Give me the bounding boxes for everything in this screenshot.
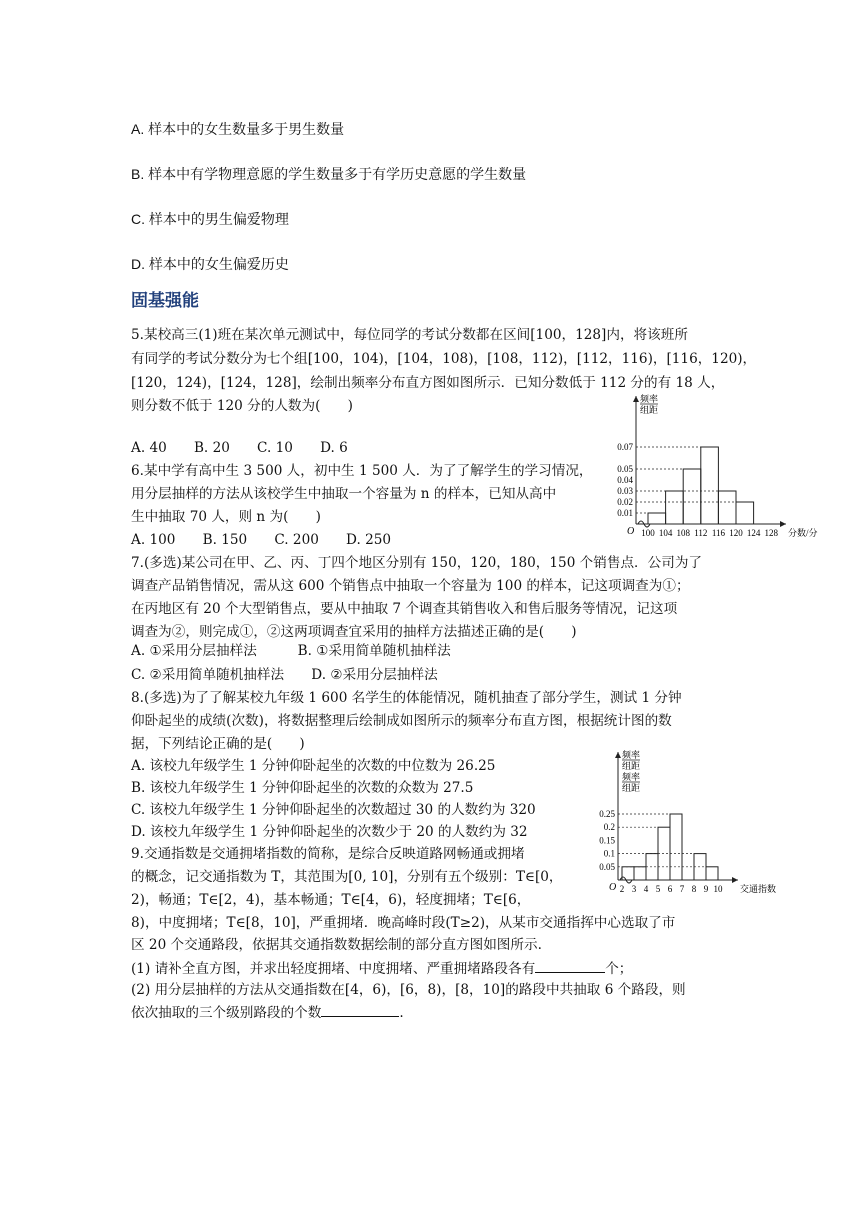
x-tick-label: 7	[679, 884, 685, 894]
x-tick-label: 6	[667, 884, 673, 894]
x-tick-label: 104	[658, 528, 673, 538]
y-tick-label: 0.15	[599, 835, 615, 846]
histogram-bar	[634, 867, 646, 880]
q8-line: 8.(多选)为了了解某校九年级 1 600 名学生的体能情况，随机抽查了部分学生，测试 1 分钟	[131, 690, 682, 706]
histogram-bar	[701, 447, 719, 524]
q6-line: 用分层抽样的方法从该校学生中抽取一个容量为 n 的样本，已知从高中	[131, 486, 557, 502]
q7-options: A. ①采用分层抽样法 B. ①采用简单随机抽样法	[131, 643, 451, 659]
origin-label: O	[609, 882, 617, 893]
y-tick-label: 0.05	[599, 861, 615, 872]
q8-option: C. 该校九年级学生 1 分钟仰卧起坐的次数超过 30 的人数约为 320	[131, 802, 536, 818]
q6-line: 生中抽取 70 人，则 n 为( )	[131, 509, 321, 525]
y-axis-arrow	[633, 396, 639, 402]
x-tick-label: 124	[746, 528, 761, 538]
x-tick-label: 9	[703, 884, 709, 894]
y-tick-label: 0.1	[603, 848, 615, 859]
q7-line: 在丙地区有 20 个大型销售点，要从中抽取 7 个调查其销售收入和售后服务等情况，记这项	[131, 601, 678, 617]
q9-line: 9.交通指数是交通拥堵指数的简称，是综合反映道路网畅通或拥堵	[131, 846, 525, 862]
q9-line: 区 20 个交通路段，依据其交通指数数据绘制的部分直方图如图所示.	[131, 937, 542, 953]
x-axis-arrow	[780, 521, 786, 527]
q9-line: 8)，中度拥堵；T∈[8，10]，严重拥堵．晚高峰时段(T≥2)，从某市交通指挥中心选取了市	[131, 915, 676, 931]
x-tick-label: 108	[676, 528, 690, 538]
y-tick-label: 0.07	[617, 442, 633, 452]
answer-blank[interactable]	[321, 1002, 399, 1017]
q5-options: A. 40 B. 20 C. 10 D. 6	[131, 440, 348, 456]
histogram-bar	[670, 814, 682, 880]
q9-sub1	[131, 958, 632, 979]
y-axis-label-top: 频率	[622, 750, 641, 760]
y-tick-label: 0.04	[617, 475, 633, 485]
histogram-bar	[648, 513, 666, 524]
x-tick-label: 10	[713, 884, 723, 894]
y-axis-label-top: 频率	[640, 394, 659, 404]
x-tick-label: 116	[711, 528, 725, 538]
x-tick-label: 5	[655, 884, 661, 894]
option-b: B. 样本中有学物理意愿的学生数量多于有学历史意愿的学生数量	[131, 166, 527, 182]
histogram-bar	[666, 491, 684, 524]
q6-options: A. 100 B. 150 C. 200 D. 250	[131, 532, 392, 548]
q8-line: 据，下列结论正确的是( )	[131, 736, 305, 752]
x-tick-label: 120	[729, 528, 743, 538]
answer-blank[interactable]	[535, 958, 605, 973]
x-tick-label: 3	[631, 884, 637, 894]
q9-sub2-line: (2) 用分层抽样的方法从交通指数在[4，6)，[6，8)，[8，10]的路段中共抽取 6 个路段，则	[131, 982, 686, 998]
q9-sub2-text: 依次抽取的三个级别路段的个数	[131, 1005, 322, 1021]
q5-line: 5.某校高三(1)班在某次单元测试中，每位同学的考试分数都在区间[100，128]内，将该班所	[131, 327, 688, 343]
q5-line: 有同学的考试分数分为七个组[100，104)，[104，108)，[108，112)，[112，116)，[116，120)，	[131, 351, 757, 367]
x-tick-label: 128	[764, 528, 778, 538]
traffic-index-histogram	[586, 748, 796, 900]
q5-line: [120，124)，[124，128]，绘制出频率分布直方图如图所示．已知分数低于 112 分的有 18 人，	[131, 375, 725, 391]
y-axis-label-bottom: 组距	[622, 761, 641, 771]
option-a: A. 样本中的女生数量多于男生数量	[131, 121, 345, 137]
x-axis-label: 分数/分	[788, 528, 818, 538]
section-title: 固基强能	[131, 291, 199, 311]
q8-option: A. 该校九年级学生 1 分钟仰卧起坐的次数的中位数为 26.25	[131, 758, 496, 774]
option-c: C. 样本中的男生偏爱物理	[131, 211, 289, 227]
q9-line: 的概念，记交通指数为 T，其范围为[0, 10]，分别有五个级别：T∈[0，	[131, 869, 563, 885]
y-axis-arrow	[615, 752, 621, 758]
y-axis-label-bottom: 组距	[640, 405, 659, 415]
histogram-bar	[622, 867, 634, 880]
x-tick-label: 4	[643, 884, 649, 894]
q9-sub1-tail: 个；	[605, 961, 633, 977]
y-axis-label-top: 频率	[622, 772, 641, 782]
q7-line: 调查产品销售情况，需从这 600 个销售点中抽取一个容量为 100 的样本，记这项调查为①；	[131, 578, 690, 594]
y-tick-label: 0.01	[617, 508, 633, 518]
q8-line: 仰卧起坐的成绩(次数)，将数据整理后绘制成如图所示的频率分布直方图，根据统计图的数	[131, 713, 672, 729]
origin-label: O	[627, 526, 635, 537]
x-axis-arrow	[732, 877, 738, 883]
y-axis-label-bottom: 组距	[622, 783, 641, 793]
y-tick-label: 0.25	[599, 809, 615, 819]
histogram-bar	[718, 491, 736, 524]
histogram-bar	[706, 867, 718, 880]
x-tick-label: 8	[691, 884, 697, 894]
y-tick-label: 0.03	[617, 486, 633, 496]
y-tick-label: 0.05	[617, 464, 633, 474]
histogram-bar	[683, 469, 701, 524]
histogram-bar	[736, 502, 754, 524]
q7-line: 调查为②，则完成①，②这两项调查宜采用的抽样方法描述正确的是( )	[131, 624, 577, 640]
score-histogram	[598, 392, 833, 544]
option-d: D. 样本中的女生偏爱历史	[131, 256, 289, 272]
q9-sub2	[131, 1002, 404, 1023]
x-tick-label: 2	[619, 884, 625, 894]
x-axis-label: 交通指数	[740, 884, 777, 894]
q9-line: 2)，畅通；T∈[2，4)，基本畅通；T∈[4，6)，轻度拥堵；T∈[6，	[131, 892, 531, 908]
y-tick-label: 0.2	[603, 822, 615, 833]
q9-sub1-text: (1) 请补全直方图，并求出轻度拥堵、中度拥堵、严重拥堵路段各有	[131, 961, 536, 977]
q5-line: 则分数不低于 120 分的人数为( )	[131, 398, 353, 414]
x-tick-label: 112	[694, 528, 708, 538]
q8-option: D. 该校九年级学生 1 分钟仰卧起坐的次数少于 20 的人数约为 32	[131, 824, 528, 840]
q7-line: 7.(多选)某公司在甲、乙、丙、丁四个地区分别有 150，120，180，150 个销售点．公司为了	[131, 555, 703, 571]
q8-option: B. 该校九年级学生 1 分钟仰卧起坐的次数的众数为 27.5	[131, 780, 474, 796]
x-tick-label: 100	[641, 528, 655, 538]
q6-line: 6.某中学有高中生 3 500 人，初中生 1 500 人．为了了解学生的学习情况，	[131, 463, 593, 479]
y-tick-label: 0.02	[617, 497, 633, 507]
q9-sub2-tail: .	[399, 1005, 404, 1021]
q7-options: C. ②采用简单随机抽样法 D. ②采用分层抽样法	[131, 667, 438, 683]
